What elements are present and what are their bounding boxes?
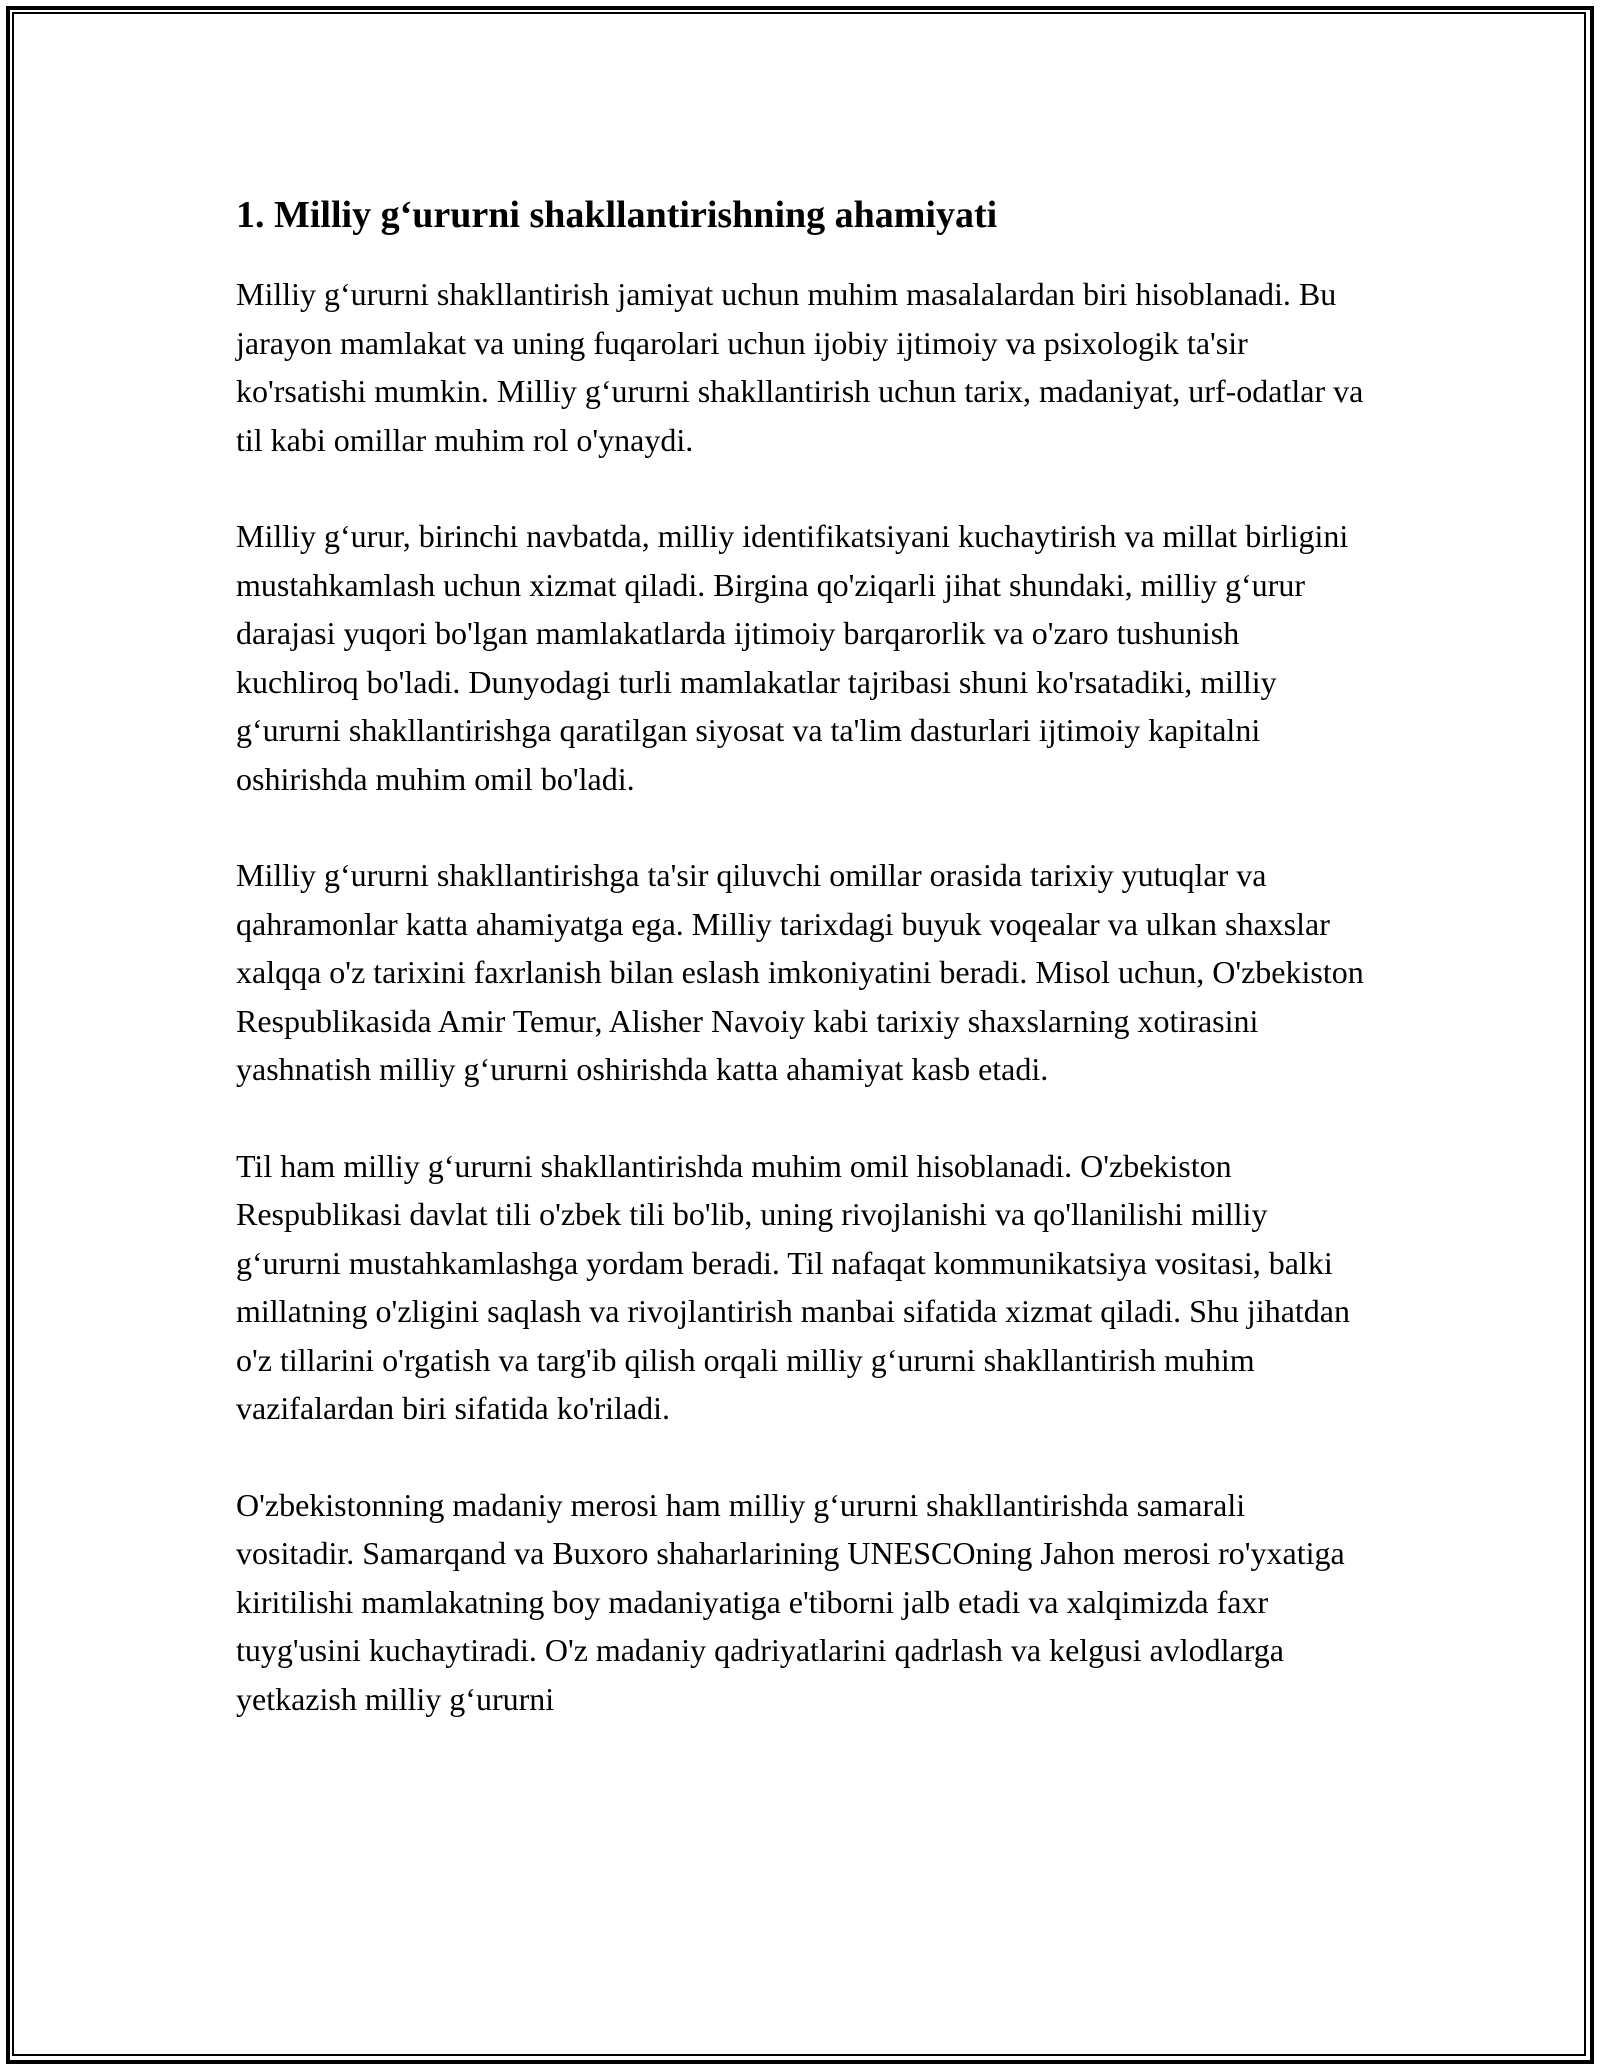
paragraph-4: Til ham milliy g‘ururni shakllantirishda muhim omil hisoblanadi. O'zbekiston Respublikasi davlat tili o'zbek tili bo'lib, uning rivojlanishi va qo'llanilishi milliy g‘ururni mustahkamlashga yordam beradi. Til nafaqat kommunikatsiya vositasi, balki millatning o'zligini saqlash va rivojlantirish manbai sifatida xizmat qiladi. Shu jihatdan o'z tillarini o'rgatish va targ'ib qilish orqali milliy g‘ururni shakllantirish muhim vazifalardan biri sifatida ko'riladi.: [236, 1147, 1350, 1426]
paragraph-3: Milliy g‘ururni shakllantirishga ta'sir qiluvchi omillar orasida tarixiy yutuqlar va qahramonlar katta ahamiyatga ega. Milliy tarixdagi buyuk voqealar va ulkan shaxslar xalqqa o'z tarixini faxrlanish bilan eslash imkoniyatini beradi. Misol uchun, O'zbekiston Respublikasida Amir Temur, Alisher Navoiy kabi tarixiy shaxslarning xotirasini yashnatish milliy g‘ururni oshirishda katta ahamiyat kasb etadi.: [236, 857, 1364, 1087]
section-heading: 1. Milliy g‘ururni shakllantirishning ahamiyati: [236, 194, 998, 236]
document-body: [236, 190, 1366, 1771]
paragraph-5: O'zbekistonning madaniy merosi ham milliy g‘ururni shakllantirishda samarali vositadir. Samarqand va Buxoro shaharlarining UNESCOning Jahon merosi ro'yxatiga kiritilishi mamlakatning boy madaniyatiga e'tiborni jalb etadi va xalqimizda faxr tuyg'usini kuchaytiradi. O'z madaniy qadriyatlarini qadrlash va kelgusi avlodlarga yetkazish milliy g‘ururni: [236, 1486, 1345, 1717]
paragraph-1: Milliy g‘ururni shakllantirish jamiyat uchun muhim masalalardan biri hisoblanadi. Bu jarayon mamlakat va uning fuqarolari uchun ijobiy ijtimoiy va psixologik ta'sir ko'rsatishi mumkin. Milliy g‘ururni shakllantirish uchun tarix, madaniyat, urf-odatlar va til kabi omillar muhim rol o'ynaydi.: [236, 276, 1364, 458]
paragraph-2: Milliy g‘urur, birinchi navbatda, milliy identifikatsiyani kuchaytirish va millat birligini mustahkamlash uchun xizmat qiladi. Birgina qo'ziqarli jihat shundaki, milliy g‘urur darajasi yuqori bo'lgan mamlakatlarda ijtimoiy barqarorlik va o'zaro tushunish kuchliroq bo'ladi. Dunyodagi turli mamlakatlar tajribasi shuni ko'rsatadiki, milliy g‘ururni shakllantirishga qaratilgan siyosat va ta'lim dasturlari ijtimoiy kapitalni oshirishda muhim omil bo'ladi.: [236, 518, 1349, 797]
